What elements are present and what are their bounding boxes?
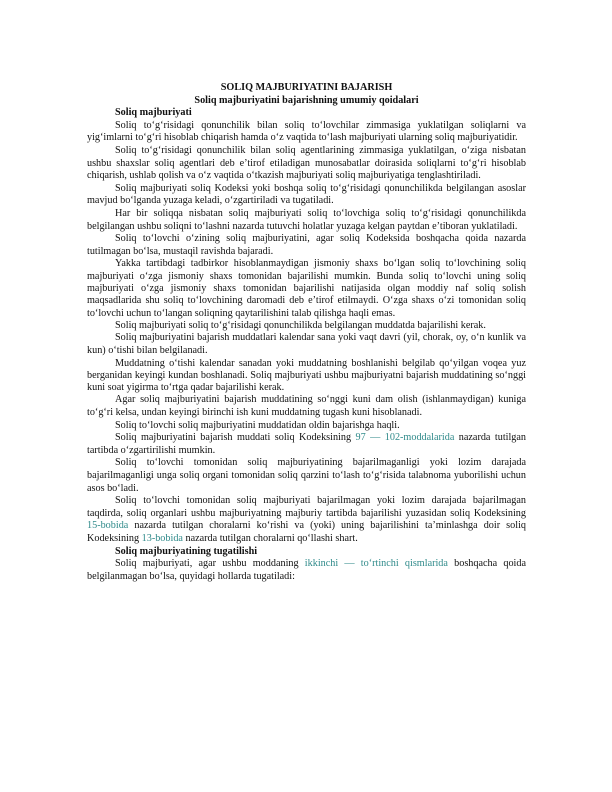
section-heading-termination: Soliq majburiyatining tugatilishi — [115, 545, 258, 557]
paragraph-14-text-after: nazarda tutilgan choralarni qo‘llashi shart. — [182, 533, 358, 544]
paragraph-15-text-after: boshqacha qoida belgilanmagan bo‘lsa, quyidagi hollarda tugatiladi: — [87, 558, 526, 582]
paragraph-14 — [87, 495, 526, 545]
link-chapter-15[interactable]: 15-bobida — [87, 520, 129, 532]
paragraph-6: Yakka tartibdagi tadbirkor hisoblanmaydigan jismoniy shaxs bo‘lgan soliq to‘lovchining soliq majburiyati o‘zga jismoniy shaxs tomonidan bajarilishi mumkin. Bunda soliq to‘lovchi uning soliq majburiyati o‘zga jismoniy shaxs tomonidan bajarilishi natijasida olgan moddiy naf soliq solish maqsadlarida shu soliq to‘lovchining daromadi deb e’tirof etilmaydi. O‘zga shaxs o‘zi tomonidan soliq to‘lovchi uchun to‘langan soliqning qaytarilishini talab qilishga haqli emas. — [87, 258, 526, 319]
paragraph-12-text-before: Soliq majburiyatini bajarish muddati soliq Kodeksining — [115, 432, 356, 444]
link-articles-97-102[interactable]: 97 — 102-moddalarida — [355, 432, 455, 444]
document-subtitle: Soliq majburiyatini bajarishning umumiy qoidalari — [194, 94, 419, 106]
paragraph-11: Soliq to‘lovchi soliq majburiyatini muddatidan oldin bajarishga haqli. — [115, 419, 400, 431]
paragraph-1: Soliq to‘g‘risidagi qonunchilik bilan soliq to‘lovchilar zimmasiga yuklatilgan soliqlarni va yig‘imlarni to‘g‘ri hisoblab chiqarish hamda o‘z vaqtida to‘lash majburiyati ularning soliq majburiyatidir. — [87, 119, 526, 144]
paragraph-8: Soliq majburiyatini bajarish muddatlari kalendar sana yoki vaqt davri (yil, chorak, oy, o‘n kunlik va kun) o‘tishi bilan belgilanadi. — [87, 332, 526, 356]
document-page — [87, 82, 526, 583]
paragraph-2: Soliq to‘g‘risidagi qonunchilik bilan soliq agentlarining zimmasiga yuklatilgan, o‘ziga nisbatan ushbu shaxslar soliq agentlari deb e’tirof etiladigan munosabatlar doirasida soliqlarni to‘g‘ri hisoblab chiqarish, ushlab qolish va o‘z vaqtida o‘tkazish majburiyati soliq majburiyatiga tenglashtiriladi. — [87, 144, 526, 182]
section-heading-tax-obligation: Soliq majburiyati — [115, 107, 192, 119]
paragraph-13: Soliq to‘lovchi tomonidan soliq majburiyatining bajarilmaganligi yoki lozim darajada bajarilmaganligi unga soliq organi tomonidan soliq qarzini to‘lash to‘g‘risida talabnoma yuborilishi uchun asos bo‘ladi. — [87, 457, 526, 494]
paragraph-15-text-before: Soliq majburiyati, agar ushbu moddaning — [115, 558, 305, 570]
link-parts-2-4[interactable]: ikkinchi — to‘rtinchi qismlarida — [304, 558, 448, 570]
paragraph-3: Soliq majburiyati soliq Kodeksi yoki boshqa soliq to‘g‘risidagi qonunchilikda belgilangan asoslar mavjud bo‘lganda yuzaga keladi, o‘zgartiriladi va tugatiladi. — [87, 182, 526, 207]
paragraph-14-text-before: Soliq to‘lovchi tomonidan soliq majburiyati bajarilmagan yoki lozim darajada bajarilmagan taqdirda, soliq organlari ushbu majburiyatning majburiy tartibda bajarilishi yuzasidan soliq Kodeksining — [87, 495, 526, 519]
link-chapter-13[interactable]: 13-bobida — [141, 533, 183, 544]
paragraph-7: Soliq majburiyati soliq to‘g‘risidagi qonunchilikda belgilangan muddatda bajarilishi kerak. — [115, 319, 486, 331]
paragraph-12-text-after: nazarda tutilgan tartibda o‘zgartirilishi mumkin. — [87, 432, 527, 456]
paragraph-14-text-mid: nazarda tutilgan choralarni ko‘rishi va (yoki) uning bajarilishini ta’minlashga doir soliq Kodeksining — [87, 520, 526, 544]
paragraph-15 — [87, 558, 526, 583]
paragraph-9: Muddatning o‘tishi kalendar sanadan yoki muddatning boshlanishi belgilab qo‘yilgan voqea yuz berganidan keyingi kundan boshlanadi. Soliq majburiyati ushbu majburiyatni bajarish muddatining so‘nggi kuni soat yigirma to‘rtga qadar bajarilishi kerak. — [87, 357, 526, 394]
paragraph-5: Soliq to‘lovchi o‘zining soliq majburiyatini, agar soliq Kodeksida boshqacha qoida nazarda tutilmagan bo‘lsa, mustaqil ravishda bajaradi. — [87, 233, 526, 257]
paragraph-4: Har bir soliqqa nisbatan soliq majburiyati soliq to‘lovchiga soliq to‘g‘risidagi qonunchilikda belgilangan ushbu soliqni to‘lashni nazarda tutuvchi holatlar yuzaga kelgan paytdan e’tiboran yuklatiladi. — [87, 207, 526, 232]
document-title: SOLIQ MAJBURIYATINI BAJARISH — [220, 82, 393, 93]
paragraph-10: Agar soliq majburiyatini bajarish muddatining so‘nggi kuni dam olish (ishlanmaydigan) kuniga to‘g‘ri kelsa, undan keyingi birinchi ish kuni muddatning tugash kuni hisoblanadi. — [87, 394, 526, 419]
paragraph-12 — [87, 432, 526, 457]
